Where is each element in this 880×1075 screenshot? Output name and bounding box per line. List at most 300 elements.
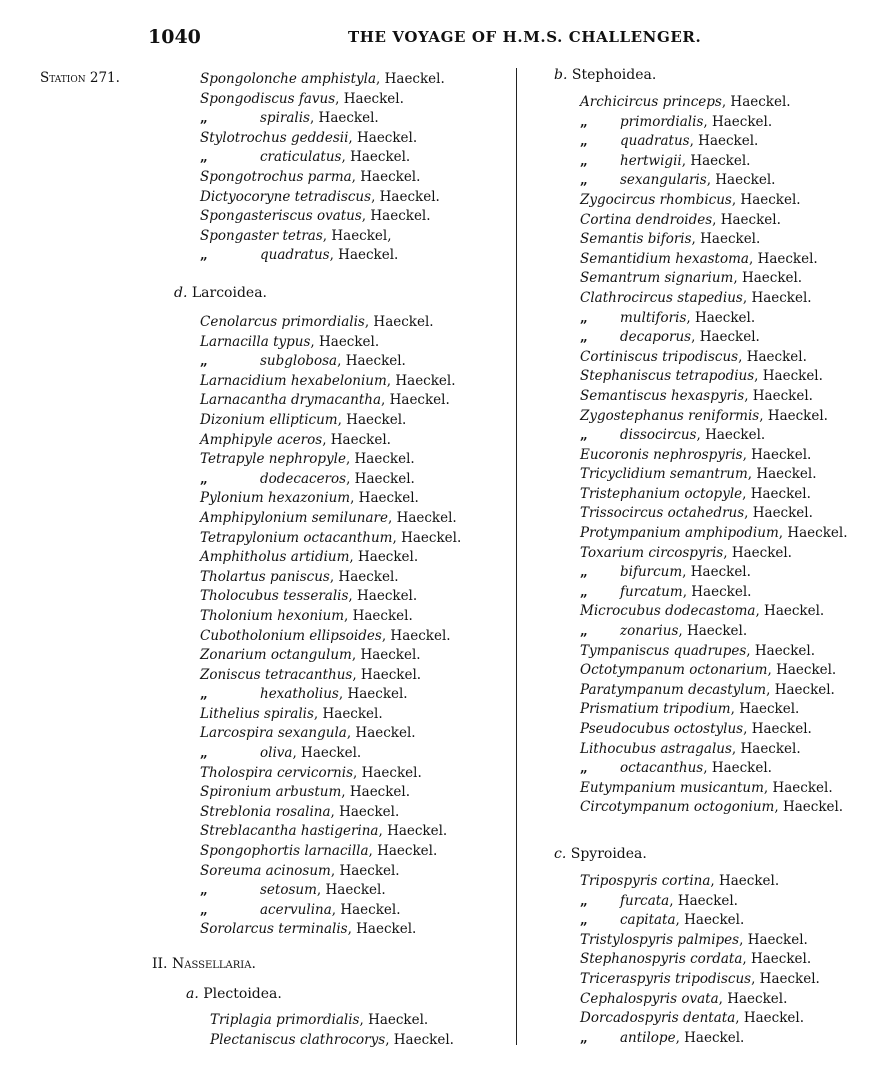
species-epithet: decaporus [620, 329, 692, 346]
stephoidea-species-list [580, 93, 848, 818]
species-epithet: octangulum [270, 647, 352, 664]
authority: Haeckel. [759, 970, 820, 987]
authority: Haeckel. [395, 372, 456, 389]
authority: Haeckel. [350, 149, 411, 166]
species-entry: Tristylospyris palmipes, Haeckel. [580, 931, 808, 948]
genus-name: Larnacidium [200, 372, 287, 389]
species-epithet: furcatum [620, 583, 683, 600]
station-label: Station 271. [40, 70, 120, 86]
species-entry: Microcubus dodecastoma, Haeckel. [580, 603, 825, 620]
authority: Haeckel. [354, 470, 415, 487]
species-epithet: clathrocorys [299, 1031, 386, 1048]
genus-name: Cenolarcus [200, 314, 278, 330]
ditto-mark: „ [580, 152, 588, 169]
species-entry: Tricyclidium semantrum, Haeckel. [580, 466, 817, 483]
species-epithet: spiralis [263, 705, 314, 722]
authority: Haeckel. [339, 862, 400, 879]
species-entry: Dorcadospyris dentata, Haeckel. [580, 1010, 805, 1027]
species-entry: Cenolarcus primordialis, Haeckel. [200, 314, 434, 330]
species-entry: Tholonium hexonium, Haeckel. [200, 607, 413, 624]
genus-name: Pseudocubus [580, 721, 670, 737]
species-epithet: hexaspyris [670, 387, 745, 404]
species-epithet: nephrospyris [653, 446, 743, 463]
genus-name: Tristephanium [580, 485, 681, 502]
species-entry: Spongaster tetras, Haeckel, [200, 227, 392, 244]
authority: Haeckel. [787, 525, 848, 542]
section-title: Spyroidea. [570, 846, 647, 862]
genus-name: Tetrapylonium [200, 529, 300, 546]
authority: Haeckel. [301, 745, 362, 762]
genus-name: Tholartus [200, 568, 266, 585]
authority: Haeckel. [694, 309, 756, 326]
genus-name: Spongotrochus [200, 168, 304, 185]
authority: Haeckel. [740, 740, 801, 757]
species-entry: Streblonia rosalina, Haeckel. [200, 803, 400, 820]
authority: Haeckel. [746, 348, 807, 365]
species-entry: „ spiralis, Haeckel. [200, 109, 445, 129]
authority: Haeckel. [715, 172, 776, 189]
species-entry: Triceraspyris tripodiscus, Haeckel. [580, 970, 820, 987]
species-epithet: tripodiscus [675, 970, 752, 987]
species-epithet: octostylus [673, 721, 744, 737]
authority: Haeckel. [677, 892, 738, 909]
genus-name: Eucoronis [580, 446, 649, 463]
authority: Haeckel. [727, 990, 788, 1007]
species-epithet: octahedrus [667, 505, 745, 522]
species-epithet: hastigerina [300, 823, 379, 840]
species-epithet: amphistyla [301, 71, 377, 87]
authority: Haeckel. [322, 705, 383, 722]
species-entry: „ dissocircus, Haeckel. [580, 426, 848, 446]
species-entry: Semantis biforis, Haeckel. [580, 231, 761, 248]
genus-name: Dizonium [200, 411, 265, 428]
genus-name: Tholocubus [200, 588, 279, 605]
genus-name: Spironium [200, 784, 272, 801]
species-entry: Amphipyle aceros, Haeckel. [200, 431, 391, 448]
species-epithet: musicantum [679, 779, 764, 796]
genus-name: Paratympanum [580, 681, 684, 698]
authority: Haeckel. [396, 509, 457, 526]
species-epithet: biforis [647, 231, 692, 248]
authority: Haeckel. [338, 568, 399, 585]
species-epithet: ellipticum [269, 411, 338, 428]
authority: Haeckel. [345, 353, 406, 370]
ditto-mark: „ [580, 564, 588, 581]
authority: Haeckel. [690, 152, 751, 169]
genus-name: Zoniscus [200, 666, 261, 683]
authority: Haeckel. [720, 211, 781, 228]
species-epithet: tetras [282, 227, 323, 244]
species-entry: Amphipylonium semilunare, Haeckel. [200, 509, 457, 526]
authority: Haeckel. [318, 110, 379, 127]
species-epithet: reniformis [688, 407, 760, 424]
species-entry: Stephaniscus tetrapodius, Haeckel. [580, 368, 823, 385]
species-epithet: circospyris [648, 544, 724, 561]
species-entry: „ craticulatus, Haeckel. [200, 148, 445, 168]
species-entry: „ decaporus, Haeckel. [580, 328, 848, 348]
ditto-mark: „ [200, 901, 208, 918]
species-entry: „ zonarius, Haeckel. [580, 622, 848, 642]
species-epithet: typus [273, 333, 311, 350]
authority: Haeckel. [338, 247, 399, 264]
species-epithet: geddesii [290, 129, 349, 146]
authority: Haeckel. [393, 1031, 454, 1048]
authority: Haeckel. [756, 466, 817, 483]
species-entry: Stylotrochus geddesii, Haeckel. [200, 129, 418, 146]
authority: Haeckel. [339, 803, 400, 820]
genus-name: Lithelius [200, 705, 260, 722]
authority: Haeckel. [389, 392, 450, 409]
authority: Haeckel. [357, 129, 418, 146]
species-entry: Prismatium tripodium, Haeckel. [580, 701, 800, 718]
genus-name: Semantidium [580, 250, 671, 267]
authority: Haeckel. [751, 446, 812, 463]
genus-name: Plectaniscus [210, 1031, 296, 1048]
species-epithet: stapedius [677, 289, 743, 306]
species-entry: „ quadratus, Haeckel. [200, 246, 445, 266]
species-epithet: furcata [620, 892, 670, 909]
genus-name: Semantiscus [580, 387, 667, 404]
authority: Haeckel. [698, 133, 759, 150]
species-epithet: cortina [661, 873, 711, 889]
species-entry: Protympanium amphipodium, Haeckel. [580, 525, 848, 542]
species-entry: Cubotholonium ellipsoides, Haeckel. [200, 627, 451, 644]
order-numeral: II. [152, 956, 168, 972]
ditto-mark: „ [200, 882, 208, 899]
running-title: THE VOYAGE OF H.M.S. CHALLENGER. [348, 28, 702, 46]
species-entry: Dizonium ellipticum, Haeckel. [200, 411, 407, 428]
species-entry: Pylonium hexazonium, Haeckel. [200, 490, 419, 507]
species-entry: Lithocubus astragalus, Haeckel. [580, 740, 801, 757]
authority: Haeckel. [360, 647, 421, 664]
ditto-mark: „ [200, 470, 208, 487]
authority: Haeckel. [343, 90, 404, 107]
authority: Haeckel. [762, 368, 823, 385]
authority: Haeckel. [754, 642, 816, 659]
species-entry: „ furcata, Haeckel. [580, 892, 820, 912]
authority: Haeckel. [752, 505, 813, 522]
authority: Haeckel. [387, 823, 448, 840]
larcoidea-heading [174, 285, 267, 301]
genus-name: Spongophortis [200, 843, 301, 860]
authority: Haeckel. [352, 607, 413, 624]
species-epithet: cordata [690, 951, 743, 968]
species-entry: „ hexatholius, Haeckel. [200, 685, 461, 705]
species-entry: „ primordialis, Haeckel. [580, 113, 848, 133]
species-epithet: princeps [662, 94, 722, 110]
authority: Haeckel. [718, 873, 780, 889]
authority: Haeckel. [731, 544, 792, 561]
plectoidea-heading [186, 986, 282, 1002]
genus-name: Tholonium [200, 607, 273, 624]
species-entry: Tripospyris cortina, Haeckel. [580, 873, 780, 889]
species-entry: Zygostephanus reniformis, Haeckel. [580, 407, 828, 424]
species-entry: Semantiscus hexaspyris, Haeckel. [580, 387, 813, 404]
authority: Haeckel. [346, 411, 407, 428]
genus-name: Spongodiscus [200, 90, 295, 107]
species-epithet: tesseralis [283, 588, 349, 605]
genus-name: Amphipyle [200, 431, 273, 448]
species-epithet: signarium [664, 270, 734, 287]
authority: Haeckel. [360, 666, 422, 683]
species-entry: „ antilope, Haeckel. [580, 1029, 820, 1049]
species-entry: Archicircus princeps, Haeckel. [580, 94, 791, 110]
genus-name: Octotympanum [580, 662, 685, 679]
authority: Haeckel. [774, 681, 835, 698]
authority: Haeckel. [739, 701, 800, 718]
species-epithet: dentata [682, 1010, 736, 1027]
section-title: Plectoidea. [203, 986, 282, 1002]
species-entry: „ setosum, Haeckel. [200, 881, 461, 901]
species-entry: „ hertwigii, Haeckel. [580, 152, 848, 172]
plectoidea-species-list [210, 1011, 454, 1050]
species-entry: Soreuma acinosum, Haeckel. [200, 862, 400, 879]
species-epithet: astragalus [660, 740, 732, 757]
genus-name: Amphipylonium [200, 509, 308, 526]
genus-name: Spongaster [200, 227, 279, 244]
ditto-mark: „ [200, 353, 208, 370]
species-epithet: quadrupes [673, 642, 747, 659]
species-entry: „ bifurcum, Haeckel. [580, 563, 848, 583]
species-epithet: quadratus [620, 133, 690, 150]
authority: Haeckel. [782, 799, 844, 816]
species-epithet: octacanthum [303, 529, 393, 546]
species-epithet: arbustum [275, 784, 342, 801]
species-entry: Octotympanum octonarium, Haeckel. [580, 662, 837, 679]
authority: Haeckel. [764, 603, 825, 620]
species-entry: Spongolonche amphistyla, Haeckel. [200, 71, 445, 87]
authority: Haeckel. [750, 485, 811, 502]
ditto-mark: „ [580, 427, 588, 444]
authority: Haeckel. [401, 529, 462, 546]
authority: Haeckel. [377, 843, 438, 860]
authority: Haeckel. [751, 289, 812, 306]
species-epithet: craticulatus [260, 149, 342, 166]
genus-name: Amphitholus [200, 549, 287, 566]
species-entry: „ acervulina, Haeckel. [200, 901, 461, 921]
species-entry: „ quadratus, Haeckel. [580, 132, 848, 152]
species-epithet: artidium [290, 549, 350, 566]
authority: Haeckel. [730, 94, 791, 110]
ditto-mark: „ [580, 623, 588, 640]
order-title: Nassellaria. [171, 956, 256, 972]
species-entry: Tholospira cervicornis, Haeckel. [200, 764, 422, 781]
authority: Haeckel. [705, 427, 766, 444]
species-entry: Tristephanium octopyle, Haeckel. [580, 485, 811, 502]
species-epithet: acinosum [265, 862, 331, 879]
species-epithet: octacanthus [620, 760, 704, 777]
species-epithet: quadratus [260, 247, 330, 264]
section-letter: c. [554, 846, 567, 862]
genus-name: Cortina [580, 211, 632, 228]
ditto-mark: „ [200, 110, 208, 127]
species-epithet: primordialis [276, 1012, 360, 1028]
species-epithet: parma [307, 168, 352, 185]
species-entry: Zonarium octangulum, Haeckel. [200, 647, 421, 664]
section-letter: d. [174, 285, 188, 301]
species-entry: „ dodecaceros, Haeckel. [200, 470, 461, 490]
species-entry: „ multiforis, Haeckel. [580, 309, 848, 329]
ditto-mark: „ [580, 892, 588, 909]
stephoidea-heading [554, 67, 656, 83]
authority: Haeckel. [373, 314, 434, 330]
species-epithet: capitata [620, 912, 676, 929]
ditto-mark: „ [580, 760, 588, 777]
species-entry: Spongodiscus favus, Haeckel. [200, 90, 404, 107]
species-epithet: amphipodium [685, 525, 779, 542]
species-entry: Eucoronis nephrospyris, Haeckel. [580, 446, 812, 463]
species-epithet: hexabelonium [290, 372, 387, 389]
species-epithet: decastylum [688, 681, 767, 698]
column-divider [516, 68, 517, 1045]
species-epithet: zonarius [620, 623, 679, 640]
species-epithet: favus [298, 90, 336, 107]
species-entry: Larnacantha drymacantha, Haeckel. [200, 392, 450, 409]
authority: Haeckel. [357, 588, 418, 605]
section-letter: b. [554, 67, 568, 83]
ditto-mark: „ [200, 745, 208, 762]
genus-name: Archicircus [580, 94, 659, 110]
species-epithet: ellipsoides [309, 627, 382, 644]
nassellaria-heading [152, 956, 256, 972]
species-epithet: tetracanthus [264, 666, 353, 683]
species-epithet: semantrum [669, 466, 748, 483]
genus-name: Toxarium [580, 544, 645, 561]
authority: Haeckel. [750, 951, 812, 968]
genus-name: Clathrocircus [580, 289, 673, 306]
ditto-mark: „ [580, 309, 588, 326]
species-epithet: oliva [260, 745, 293, 762]
species-entry: Tetrapylonium octacanthum, Haeckel. [200, 529, 462, 546]
species-epithet: tripodium [663, 701, 731, 718]
species-epithet: tetrapodius [675, 368, 755, 385]
species-entry: Spongotrochus parma, Haeckel. [200, 168, 421, 185]
species-entry: Cortina dendroides, Haeckel. [580, 211, 781, 228]
genus-name: Lithocubus [580, 740, 657, 757]
spyroidea-species-list [580, 872, 820, 1048]
species-epithet: ovata [681, 990, 719, 1007]
authority: Haeckel. [741, 270, 803, 287]
genus-name: Prismatium [580, 701, 659, 718]
species-epithet: tripodiscus [662, 348, 739, 365]
section-title: Stephoidea. [571, 67, 657, 83]
species-epithet: sexangula [277, 725, 347, 742]
genus-name: Stephanospyris [580, 951, 686, 968]
ditto-mark: „ [580, 329, 588, 346]
species-entry: Larnacidium hexabelonium, Haeckel. [200, 372, 456, 389]
genus-name: Eutympanium [580, 779, 676, 796]
species-entry: Circotympanum octogonium, Haeckel. [580, 799, 844, 816]
species-entry: Spongophortis larnacilla, Haeckel. [200, 843, 438, 860]
species-entry: Toxarium circospyris, Haeckel. [580, 544, 792, 561]
authority: Haeckel. [390, 627, 451, 644]
species-epithet: larnacilla [304, 843, 369, 860]
species-epithet: ovatus [316, 208, 362, 225]
authority: Haeckel. [752, 387, 813, 404]
species-epithet: tetradiscus [294, 188, 372, 205]
genus-name: Pylonium [200, 490, 264, 507]
species-epithet: rhombicus [659, 191, 732, 208]
species-entry: Sorolarcus terminalis, Haeckel. [200, 921, 417, 938]
species-epithet: palmipes [677, 931, 740, 948]
species-epithet: dissocircus [620, 427, 697, 444]
authority: Haeckel, [331, 227, 392, 244]
authority: Haeckel. [384, 71, 445, 87]
genus-name: Circotympanum [580, 799, 690, 816]
species-epithet: subglobosa [260, 353, 338, 370]
species-entry: Tetrapyle nephropyle, Haeckel. [200, 451, 415, 468]
authority: Haeckel. [358, 490, 419, 507]
genus-name: Streblacantha [200, 823, 297, 840]
authority: Haeckel. [747, 931, 808, 948]
species-entry: Larnacilla typus, Haeckel. [200, 333, 380, 350]
species-entry: Trissocircus octahedrus, Haeckel. [580, 505, 813, 522]
species-entry: „ octacanthus, Haeckel. [580, 759, 848, 779]
genus-name: Cortiniscus [580, 348, 658, 365]
species-epithet: octopyle [684, 485, 743, 502]
species-entry: Spongasteriscus ovatus, Haeckel. [200, 208, 431, 225]
genus-name: Zonarium [200, 647, 267, 664]
species-entry: „ oliva, Haeckel. [200, 744, 461, 764]
genus-name: Soreuma [200, 862, 262, 879]
genus-name: Larnacantha [200, 392, 287, 409]
authority: Haeckel. [354, 451, 415, 468]
genus-name: Zygocircus [580, 191, 656, 208]
authority: Haeckel. [330, 431, 391, 448]
authority: Haeckel. [355, 725, 416, 742]
species-epithet: rosalina [275, 803, 331, 820]
species-epithet: dendroides [635, 211, 713, 228]
species-entry: Amphitholus artidium, Haeckel. [200, 549, 419, 566]
ditto-mark: „ [580, 912, 588, 929]
species-epithet: paniscus [270, 568, 330, 585]
species-epithet: spiralis [260, 110, 310, 127]
species-entry: Streblacantha hastigerina, Haeckel. [200, 823, 448, 840]
species-entry: Zoniscus tetracanthus, Haeckel. [200, 666, 422, 683]
authority: Haeckel. [711, 760, 772, 777]
species-entry: Tholocubus tesseralis, Haeckel. [200, 588, 418, 605]
genus-name: Microcubus [580, 603, 661, 620]
species-entry: Tympaniscus quadrupes, Haeckel. [580, 642, 816, 659]
ditto-mark: „ [200, 686, 208, 703]
species-entry: Semantidium hexastoma, Haeckel. [580, 250, 818, 267]
genus-name: Cephalospyris [580, 990, 678, 1007]
authority: Haeckel. [686, 623, 748, 640]
species-entry: Clathrocircus stapedius, Haeckel. [580, 289, 812, 306]
species-entry: „ furcatum, Haeckel. [580, 583, 848, 603]
authority: Haeckel. [751, 721, 812, 737]
authority: Haeckel. [684, 1029, 745, 1046]
species-epithet: hexastoma [675, 250, 749, 267]
authority: Haeckel. [690, 564, 751, 581]
authority: Haeckel. [776, 662, 837, 679]
species-epithet: nephropyle [268, 451, 346, 468]
authority: Haeckel. [368, 1012, 429, 1028]
authority: Haeckel. [379, 188, 440, 205]
species-entry: Dictyocoryne tetradiscus, Haeckel. [200, 188, 440, 205]
species-entry: Tholartus paniscus, Haeckel. [200, 568, 399, 585]
species-entry: „ capitata, Haeckel. [580, 911, 820, 931]
authority: Haeckel. [684, 912, 745, 929]
species-entry: Cortiniscus tripodiscus, Haeckel. [580, 348, 807, 365]
genus-name: Stylotrochus [200, 129, 287, 146]
genus-name: Larcospira [200, 725, 274, 742]
genus-name: Streblonia [200, 803, 272, 820]
genus-name: Trissocircus [580, 505, 664, 522]
authority: Haeckel. [325, 882, 386, 899]
genus-name: Semantrum [580, 270, 661, 287]
species-epithet: terminalis [278, 921, 348, 938]
